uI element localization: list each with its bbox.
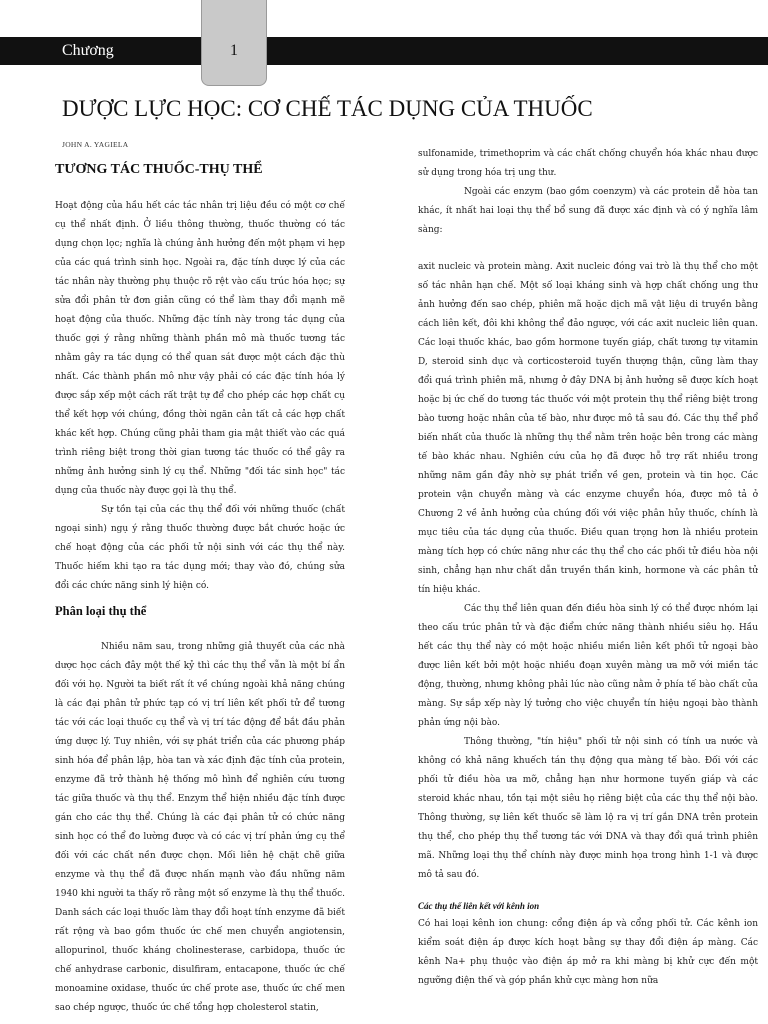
paragraph-gap [418,240,758,258]
paragraph: Các thụ thể liên quan đến điều hòa sinh lý có thể được nhóm lại theo cấu trúc phân tử và đặc điểm chức năng thành nhiều siêu họ. Hầu hết các thụ thể này có một hoặc nhiều miền liên kết phối tử ngoại bào được liên kết bởi một hoặc nhiều đoạn xuyên màng ưa mỡ với miền tác động, thường, nhưng không phải lúc nào cũng nằm ở phía tế bào chất của màng. Sự sắp xếp này lý tưởng cho việc chuyển tín hiệu ngoại bào thành phản ứng nội bào. [418,604,758,728]
section-heading-drug-receptor: TƯƠNG TÁC THUỐC-THỤ THỂ [55,162,263,177]
paragraph: axit nucleic và protein màng. Axit nucleic đóng vai trò là thụ thể cho một số tác nhân hạn chế. Một số loại kháng sinh và hợp chất chống ung thư ảnh hưởng đến sao chép, phiên mã hoặc dịch mã vật liệu di truyền bằng cách liên kết, đôi khi không thể đảo ngược, với các axit nucleic liên quan. Các loại thuốc khác, bao gồm hormone tuyến giáp, chất tương tự vitamin D, steroid sinh dục và corticosteroid tuyến thượng thận, cũng làm thay đổi quá trình phiên mã, nhưng ở đây DNA bị ảnh hưởng sẽ được kích hoạt hoặc bị ức chế do tương tác thuốc với một protein thụ thể riêng biệt trong bào tương hoặc nhân của tế bào, như được mô tả sau đó. Các thụ thể phổ biến nhất của thuốc là những thụ thể nằm trên hoặc bên trong các màng tế bào khác nhau. Nghiên cứu của họ đã được hỗ trợ rất nhiều trong những năm gần đây nhờ sự phát triển về gen, protein và tin học. Các protein vận chuyển màng và các enzyme chuyển hóa, được mô tả ở Chương 2 về ảnh hưởng của chúng đối với việc phân hủy thuốc, chính là mục tiêu của tác dụng của thuốc. Điều quan trọng hơn là nhiều protein màng tích hợp có chức năng như các thụ thể cho các phối tử điều hòa nội sinh, chẳng hạn như chất dẫn truyền thần kinh, hormone và các phân tử tín hiệu khác. [418,262,758,595]
paragraph: Có hai loại kênh ion chung: cổng điện áp và cổng phối tử. Các kênh ion kiểm soát điện áp được kích hoạt bằng sự thay đổi điện áp màng. Các kênh Na+ phụ thuộc vào điện áp mở ra khi màng bị khử cực đến một ngưỡng điện thế và góp phần khử cực màng hơn nữa [418,919,758,986]
section-heading-receptor-classification: Phân loại thụ thể [55,604,147,618]
paragraph: sulfonamide, trimethoprim và các chất chống chuyển hóa khác nhau được sử dụng trong hóa trị ung thư. [418,149,758,178]
right-column [418,145,758,1018]
paragraph: Thông thường, "tín hiệu" phối tử nội sinh có tính ưa nước và không có khả năng khuếch tán thụ động qua màng tế bào. Đối với các phối tử điều hòa ưa mỡ, chẳng hạn như hormone tuyến giáp và các steroid khác nhau, tồn tại một siêu họ riêng biệt của các thụ thể nội bào. Thông thường, sự liên kết thuốc sẽ làm lộ ra vị trí gắn DNA trên protein thụ thể, cho phép thụ thể tương tác với DNA và thay đổi quá trình phiên mã. Những loại thụ thể chính này được minh họa trong hình 1-1 và được mô tả sau đó. [418,737,758,880]
section-heading-ion-channel-receptors: Các thụ thể liên kết với kênh ion [418,901,540,911]
chapter-header-bar [0,37,768,65]
chapter-label: Chương [62,42,114,59]
author-name: JOHN A. YAGIELA [62,140,129,149]
left-column [55,158,345,1018]
chapter-number: 1 [230,42,238,59]
paragraph: Ngoài các enzym (bao gồm coenzym) và các protein dễ hòa tan khác, ít nhất hai loại thụ thể bổ sung đã được xác định và có ý nghĩa lâm sàng: [418,187,758,235]
paragraph: Nhiều năm sau, trong những giả thuyết của các nhà dược học cách đây một thế kỷ thì các thụ thể vẫn là một bí ẩn đối với họ. Người ta biết rất ít về chúng ngoài khả năng chúng là các đại phân tử phức tạp có vị trí liên kết phối tử để tương tác với các loại thuốc cụ thể và vị trí tác động để bắt đầu phản ứng dược lý. Tuy nhiên, với sự phát triển của các phương pháp sinh hóa để phân lập, hòa tan và xác định đặc tính của protein, enzyme đã trở thành hệ thống mô hình để nghiên cứu tương tác giữa thuốc và thụ thể. Enzym thể hiện nhiều đặc tính được gán cho các thụ thể. Chúng là các đại phân tử có chức năng sinh học có thể đo lường được và có các vị trí phản ứng cụ thể đối với các chất nền được chọn. Mối liên hệ chặt chẽ giữa enzyme và thụ thể đã được nhấn mạnh vào đầu những năm 1940 khi người ta thấy rõ rằng một số enzyme là thụ thể thuốc. Danh sách các loại thuốc làm thay đổi hoạt tính enzyme đã biết rất rộng và bao gồm thuốc ức chế men chuyển angiotensin, allopurinol, thuốc kháng cholinesterase, carbidopa, thuốc ức chế anhydrase carbonic, disulfiram, entacapone, thuốc ức chế monoamine oxidase, thuốc ức chế prote ase, thuốc ức chế men sao chép ngược, thuốc ức chế tổng hợp cholesterol statin, [55,642,345,1013]
document-title: DƯỢC LỰC HỌC: CƠ CHẾ TÁC DỤNG CỦA THUỐC [62,96,593,121]
paragraph: Sự tồn tại của các thụ thể đối với những thuốc (chất ngoại sinh) ngụ ý rằng thuốc thường được bắt chước hoặc ức chế hoạt động của các phối tử nội sinh với các thụ thể này. Thuốc hiếm khi tạo ra tác dụng mới; thay vào đó, chúng sửa đổi các chức năng sinh lý hiện có. [55,505,345,591]
paragraph: Hoạt động của hầu hết các tác nhân trị liệu đều có một cơ chế cụ thể nhất định. Ở liều thông thường, thuốc thường có tác dụng chọn lọc; nghĩa là chúng ảnh hưởng đến một phạm vi hẹp của các quá trình sinh học. Ngoài ra, đặc tính dược lý của các tác nhân này thường phụ thuộc rõ rệt vào cấu trúc hóa học; sự sửa đổi phân tử đơn giản cũng có thể làm thay đổi mạnh mẽ hoạt động của thuốc. Những đặc tính này trong tác dụng của thuốc gợi ý rằng những thành phần mô mà thuốc tương tác nhằm gây ra tác dụng có thể quan sát được một cách đặc thù nhất. Các thành phần mô như vậy phải có các đặc tính hóa lý được sắp xếp một cách rất trật tự để cho phép các hợp chất cụ thể kết hợp với chúng, đồng thời ngăn cản tất cả các hợp chất khác kết hợp. Chúng cũng phải tham gia mật thiết vào các quá trình riêng biệt trong thời gian tương tác thuốc có thể gây ra những ảnh hưởng sinh lý cụ thể. Những "đối tác sinh học" tác dụng của thuốc này được gọi là thụ thể. [55,201,345,496]
